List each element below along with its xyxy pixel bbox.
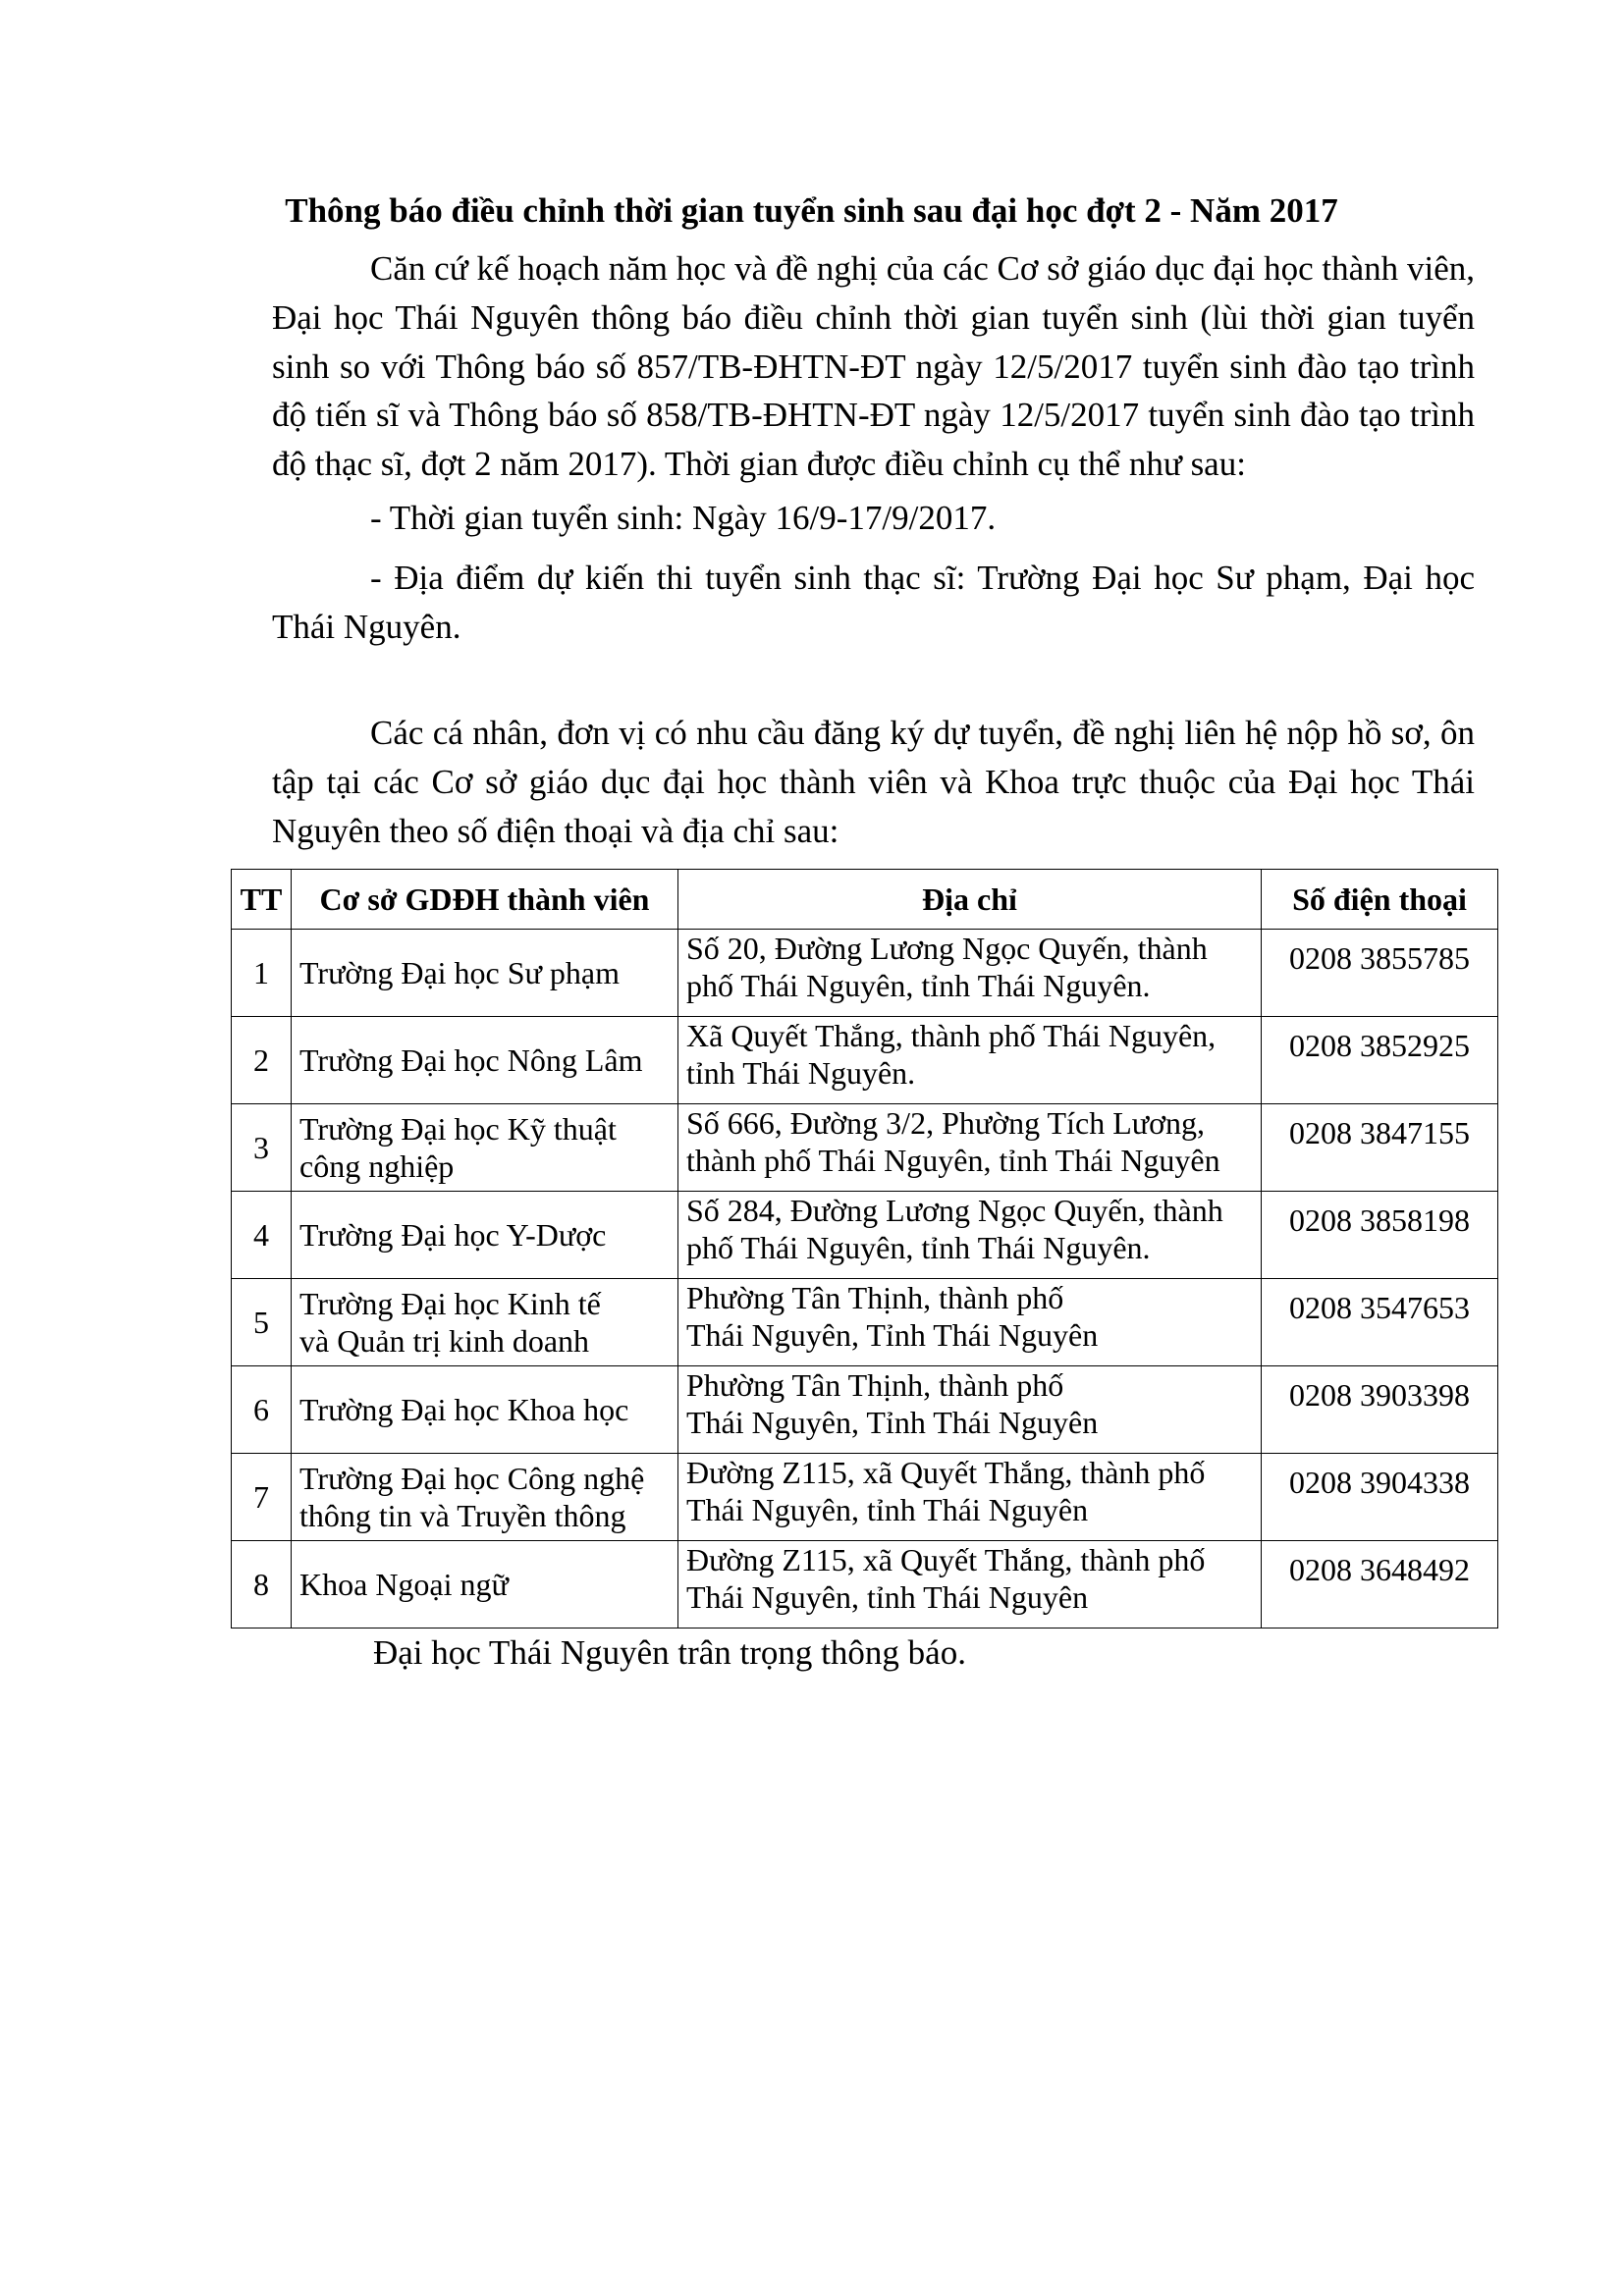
cell-address xyxy=(678,1279,1262,1366)
school-line: công nghiệp xyxy=(299,1148,455,1184)
cell-phone: 0208 3847155 xyxy=(1262,1104,1498,1192)
header-address: Địa chỉ xyxy=(678,870,1262,930)
address-line: tỉnh Thái Nguyên. xyxy=(686,1055,916,1091)
school-line: Trường Đại học Công nghệ xyxy=(299,1461,645,1496)
cell-school xyxy=(292,1454,678,1541)
cell-address xyxy=(678,1454,1262,1541)
cell-address xyxy=(678,1366,1262,1454)
cell-phone: 0208 3855785 xyxy=(1262,930,1498,1017)
cell-tt: 2 xyxy=(232,1017,292,1104)
address-line: Thái Nguyên, Tỉnh Thái Nguyên xyxy=(686,1405,1099,1440)
header-tt: TT xyxy=(232,870,292,930)
cell-tt: 1 xyxy=(232,930,292,1017)
header-phone: Số điện thoại xyxy=(1262,870,1498,930)
cell-phone: 0208 3904338 xyxy=(1262,1454,1498,1541)
address-line: thành phố Thái Nguyên, tỉnh Thái Nguyên xyxy=(686,1143,1220,1178)
paragraph-exam-location: - Địa điểm dự kiến thi tuyển sinh thạc sĩ: Trường Đại học Sư phạm, Đại học Thái Nguyên. xyxy=(272,559,1475,646)
address-line: phố Thái Nguyên, tỉnh Thái Nguyên. xyxy=(686,1230,1151,1265)
cell-tt: 6 xyxy=(232,1366,292,1454)
address-line: Thái Nguyên, tỉnh Thái Nguyên xyxy=(686,1492,1089,1527)
school-line: và Quản trị kinh doanh xyxy=(299,1323,590,1359)
cell-phone: 0208 3547653 xyxy=(1262,1279,1498,1366)
cell-phone: 0208 3648492 xyxy=(1262,1541,1498,1629)
address-line: Đường Z115, xã Quyết Thắng, thành phố xyxy=(686,1542,1206,1577)
table-row xyxy=(232,1366,1498,1454)
cell-school xyxy=(292,1192,678,1279)
table-row xyxy=(232,930,1498,1017)
document-title: Thông báo điều chỉnh thời gian tuyển sinh sau đại học đợt 2 - Năm 2017 xyxy=(285,191,1338,230)
cell-address xyxy=(678,1192,1262,1279)
cell-school xyxy=(292,1541,678,1629)
address-line: Số 20, Đường Lương Ngọc Quyến, thành xyxy=(686,931,1208,966)
table-row xyxy=(232,1104,1498,1192)
address-line: phố Thái Nguyên, tỉnh Thái Nguyên. xyxy=(686,968,1151,1003)
paragraph-intro: Căn cứ kế hoạch năm học và đề nghị của các Cơ sở giáo dục đại học thành viên, Đại học Thái Nguyên thông báo điều chỉnh thời gian tuyển sinh (lùi thời gian tuyển sinh so với Thông báo số 857/TB-ĐHTN-ĐT ngày 12/5/2017 tuyển sinh đào tạo trình độ tiến sĩ và Thông báo số 858/TB-ĐHTN-ĐT ngày 12/5/2017 tuyển sinh đào tạo trình độ thạc sĩ, đợt 2 năm 2017). Thời gian được điều chỉnh cụ thể như sau: xyxy=(272,249,1475,484)
cell-tt: 7 xyxy=(232,1454,292,1541)
address-line: Số 666, Đường 3/2, Phường Tích Lương, xyxy=(686,1105,1205,1141)
header-school: Cơ sở GDĐH thành viên xyxy=(292,870,678,930)
school-line: Trường Đại học Kỹ thuật xyxy=(299,1111,617,1147)
school-line: Trường Đại học Kinh tế xyxy=(299,1286,601,1321)
cell-tt: 3 xyxy=(232,1104,292,1192)
cell-tt: 8 xyxy=(232,1541,292,1629)
table-row xyxy=(232,1017,1498,1104)
cell-school xyxy=(292,1017,678,1104)
cell-phone: 0208 3858198 xyxy=(1262,1192,1498,1279)
paragraph-exam-time: - Thời gian tuyển sinh: Ngày 16/9-17/9/2017. xyxy=(370,499,997,537)
address-line: Phường Tân Thịnh, thành phố xyxy=(686,1280,1064,1315)
cell-school xyxy=(292,1366,678,1454)
cell-school xyxy=(292,1279,678,1366)
address-line: Thái Nguyên, tỉnh Thái Nguyên xyxy=(686,1579,1089,1615)
cell-school xyxy=(292,930,678,1017)
address-line: Thái Nguyên, Tỉnh Thái Nguyên xyxy=(686,1317,1099,1353)
cell-school xyxy=(292,1104,678,1192)
table-row xyxy=(232,1279,1498,1366)
cell-phone: 0208 3903398 xyxy=(1262,1366,1498,1454)
table-row xyxy=(232,1541,1498,1629)
paragraph-contact: Các cá nhân, đơn vị có nhu cầu đăng ký dự tuyển, đề nghị liên hệ nộp hồ sơ, ôn tập tại các Cơ sở giáo dục đại học thành viên và Khoa trực thuộc của Đại học Thái Nguyên theo số điện thoại và địa chỉ sau: xyxy=(272,714,1475,850)
cell-phone: 0208 3852925 xyxy=(1262,1017,1498,1104)
address-line: Phường Tân Thịnh, thành phố xyxy=(686,1367,1064,1403)
school-line: Trường Đại học Khoa học xyxy=(299,1392,629,1427)
cell-address xyxy=(678,1017,1262,1104)
address-line: Xã Quyết Thắng, thành phố Thái Nguyên, xyxy=(686,1018,1217,1053)
school-line: thông tin và Truyền thông xyxy=(299,1498,626,1533)
school-line: Trường Đại học Nông Lâm xyxy=(299,1042,643,1078)
contact-table xyxy=(231,869,1498,1629)
cell-address xyxy=(678,930,1262,1017)
closing-line: Đại học Thái Nguyên trân trọng thông báo. xyxy=(373,1633,966,1672)
address-line: Số 284, Đường Lương Ngọc Quyến, thành xyxy=(686,1193,1223,1228)
school-line: Trường Đại học Y-Dược xyxy=(299,1217,607,1253)
cell-tt: 5 xyxy=(232,1279,292,1366)
school-line: Trường Đại học Sư phạm xyxy=(299,955,620,990)
school-line: Khoa Ngoại ngữ xyxy=(299,1567,509,1602)
address-line: Đường Z115, xã Quyết Thắng, thành phố xyxy=(686,1455,1206,1490)
table-header-row xyxy=(232,870,1498,930)
table-row xyxy=(232,1454,1498,1541)
cell-address xyxy=(678,1104,1262,1192)
table-row xyxy=(232,1192,1498,1279)
cell-tt: 4 xyxy=(232,1192,292,1279)
cell-address xyxy=(678,1541,1262,1629)
